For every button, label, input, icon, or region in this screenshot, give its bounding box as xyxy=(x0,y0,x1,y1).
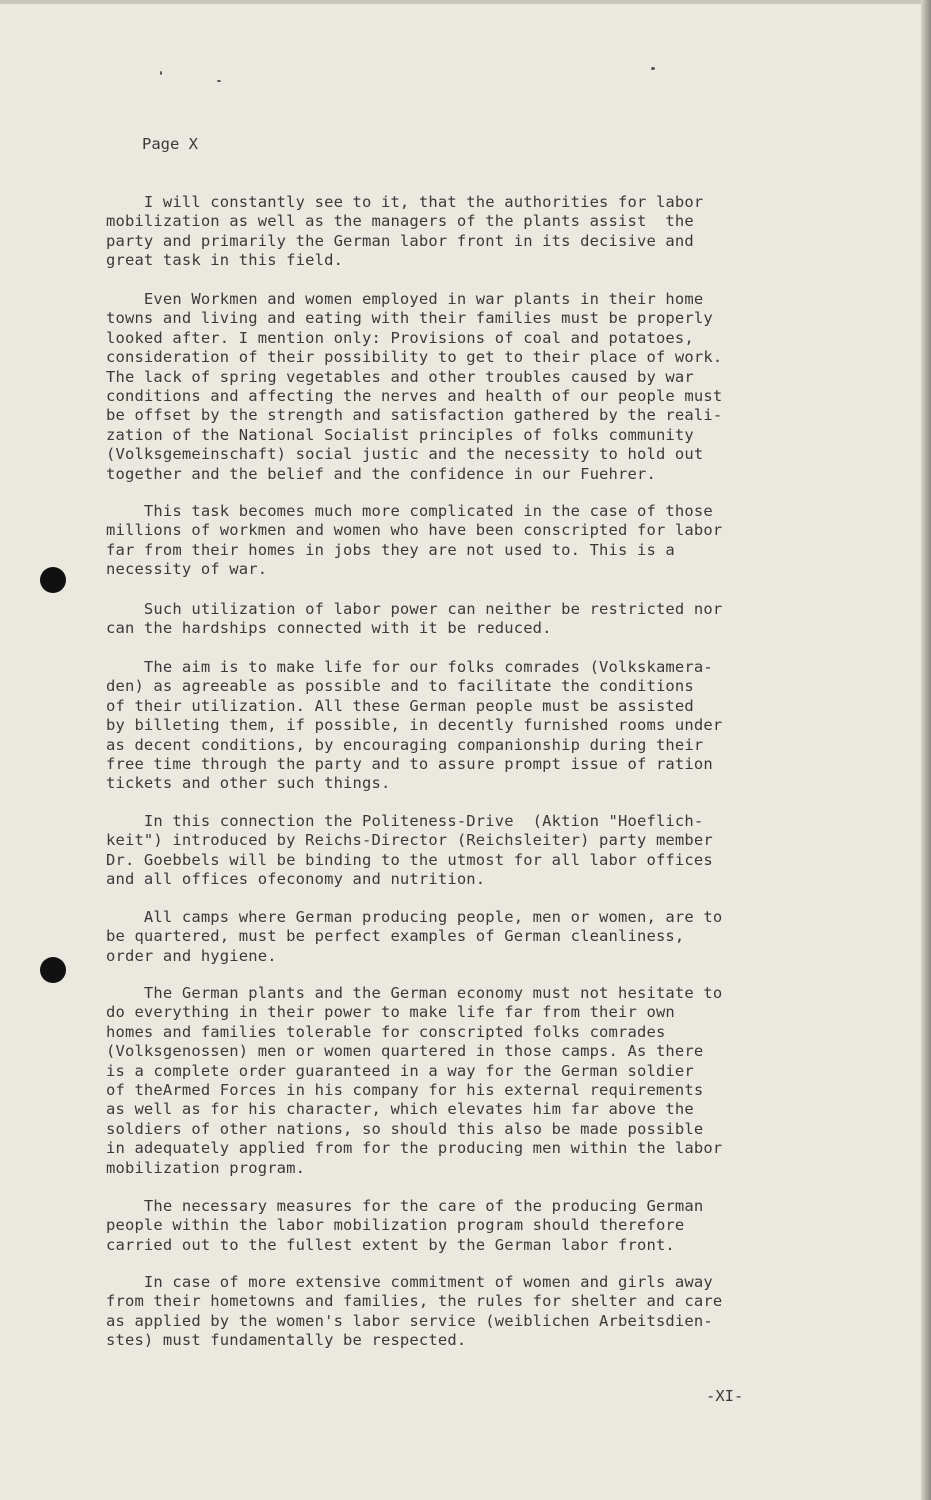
text-line: Dr. Goebbels will be binding to the utmost for all labor offices xyxy=(106,850,713,869)
text-line: carried out to the fullest extent by the German labor front. xyxy=(106,1235,675,1254)
text-line: This task becomes much more complicated in the case of those xyxy=(106,502,713,520)
text-line: soldiers of other nations, so should this also be made possible xyxy=(106,1119,704,1138)
text-line: The aim is to make life for our folks comrades (Volkskamera- xyxy=(106,658,713,676)
paragraph xyxy=(106,502,866,580)
text-line: den) as agreeable as possible and to facilitate the conditions xyxy=(106,677,694,696)
text-line: necessity of war. xyxy=(106,560,268,579)
text-line: keit") introduced by Reichs-Director (Reichsleiter) party member xyxy=(106,831,713,850)
text-line: far from their homes in jobs they are not used to. This is a xyxy=(106,540,675,559)
paragraph xyxy=(106,290,866,484)
text-line: The necessary measures for the care of the producing German xyxy=(106,1197,704,1215)
text-line: can the hardships connected with it be reduced. xyxy=(106,619,552,638)
text-line: The lack of spring vegetables and other troubles caused by war xyxy=(106,367,694,386)
punch-hole xyxy=(40,957,66,983)
text-line: and all offices ofeconomy and nutrition. xyxy=(106,870,486,889)
text-line: free time through the party and to assure prompt issue of ration xyxy=(106,754,713,773)
text-line: conditions and affecting the nerves and health of our people must xyxy=(106,386,723,405)
paragraph xyxy=(106,658,866,794)
text-line: great task in this field. xyxy=(106,251,344,270)
speck xyxy=(651,67,655,70)
text-line: homes and families tolerable for conscripted folks comrades xyxy=(106,1022,666,1041)
text-line: (Volksgemeinschaft) social justic and the necessity to hold out xyxy=(106,445,704,464)
text-line: as well as for his character, which elevates him far above the xyxy=(106,1100,694,1119)
text-line: zation of the National Socialist principles of folks community xyxy=(106,425,694,444)
text-line: in adequately applied from for the producing men within the labor xyxy=(106,1139,723,1158)
text-line: is a complete order guaranteed in a way for the German soldier xyxy=(106,1061,694,1080)
text-line: consideration of their possibility to get to their place of work. xyxy=(106,348,723,367)
paragraph xyxy=(106,1197,866,1255)
text-line: be offset by the strength and satisfaction gathered by the reali- xyxy=(106,406,723,425)
text-line: (Volksgenossen) men or women quartered in those camps. As there xyxy=(106,1042,704,1061)
text-line: by billeting them, if possible, in decently furnished rooms under xyxy=(106,716,723,735)
paragraph xyxy=(106,600,866,639)
text-line: of their utilization. All these German people must be assisted xyxy=(106,696,694,715)
text-line: Such utilization of labor power can neither be restricted nor xyxy=(106,600,723,618)
paragraph xyxy=(106,193,866,271)
text-line: be quartered, must be perfect examples of German cleanliness, xyxy=(106,927,685,946)
text-line: of theArmed Forces in his company for his external requirements xyxy=(106,1080,704,1099)
text-line: mobilization program. xyxy=(106,1158,306,1177)
page-right-edge xyxy=(921,0,931,1500)
paragraph xyxy=(106,984,866,1178)
speck xyxy=(217,80,221,82)
page-top-edge xyxy=(0,0,931,4)
text-line: I will constantly see to it, that the authorities for labor xyxy=(106,193,704,211)
paragraph xyxy=(106,908,866,966)
paragraph xyxy=(106,1273,866,1351)
text-line: In case of more extensive commitment of women and girls away xyxy=(106,1273,713,1291)
text-line: mobilization as well as the managers of the plants assist the xyxy=(106,212,694,231)
paragraph xyxy=(106,812,866,890)
text-line: party and primarily the German labor front in its decisive and xyxy=(106,231,694,250)
text-line: people within the labor mobilization program should therefore xyxy=(106,1216,685,1235)
text-line: looked after. I mention only: Provisions of coal and potatoes, xyxy=(106,328,694,347)
text-line: The German plants and the German economy must not hesitate to xyxy=(106,984,723,1002)
page-label: Page X xyxy=(142,135,198,153)
text-line: as applied by the women's labor service (weiblichen Arbeitsdien- xyxy=(106,1311,713,1330)
text-line: stes) must fundamentally be respected. xyxy=(106,1331,467,1350)
text-line: do everything in their power to make life far from their own xyxy=(106,1003,675,1022)
page-number: -XI- xyxy=(706,1387,744,1405)
text-line: order and hygiene. xyxy=(106,946,277,965)
text-line: All camps where German producing people, men or women, are to xyxy=(106,908,723,926)
punch-hole xyxy=(40,567,66,593)
text-line: as decent conditions, by encouraging companionship during their xyxy=(106,735,704,754)
text-line: millions of workmen and women who have been conscripted for labor xyxy=(106,521,723,540)
text-line: together and the belief and the confidence in our Fuehrer. xyxy=(106,464,656,483)
speck xyxy=(160,71,162,75)
text-line: from their hometowns and families, the rules for shelter and care xyxy=(106,1292,723,1311)
text-line: In this connection the Politeness-Drive (Aktion "Hoeflich- xyxy=(106,812,704,830)
text-line: tickets and other such things. xyxy=(106,774,391,793)
text-line: towns and living and eating with their families must be properly xyxy=(106,309,713,328)
text-line: Even Workmen and women employed in war plants in their home xyxy=(106,290,704,308)
